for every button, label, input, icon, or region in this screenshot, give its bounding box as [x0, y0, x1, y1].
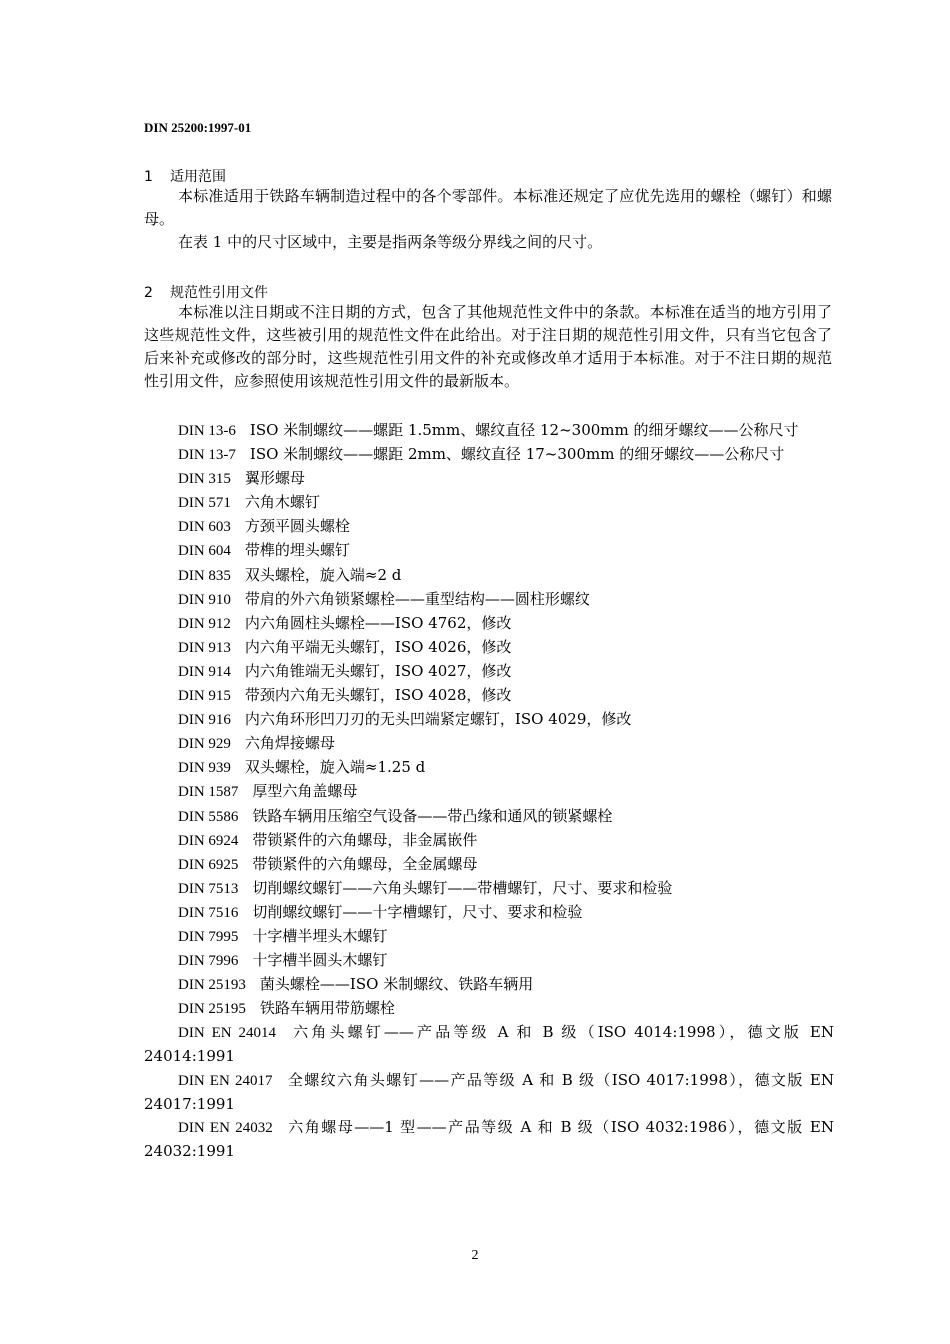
- reference-item: [144, 973, 834, 997]
- reference-title: 带颈内六角无头螺钉，ISO 4028，修改: [244, 686, 512, 705]
- reference-code: DIN 929: [178, 736, 231, 753]
- reference-item: [144, 901, 834, 925]
- reference-title: 十字槽半埋头木螺钉: [252, 926, 388, 945]
- reference-code: DIN 7995: [178, 928, 239, 945]
- reference-title: 双头螺栓，旋入端≈2 d: [244, 565, 402, 584]
- section-1-paragraph-2: 在表 1 中的尺寸区域中，主要是指两条等级分界线之间的尺寸。: [178, 233, 603, 251]
- reference-code: DIN 910: [178, 591, 231, 608]
- reference-title: 内六角平端无头螺钉，ISO 4026，修改: [244, 637, 512, 656]
- reference-code: DIN 1587: [178, 784, 239, 801]
- reference-item: [144, 1116, 834, 1163]
- reference-code: DIN 603: [178, 519, 231, 536]
- reference-item: [144, 805, 834, 829]
- reference-title: ISO 米制螺纹——螺距 2mm、螺纹直径 17~300mm 的细牙螺纹——公称尺寸: [249, 445, 785, 464]
- reference-item: [144, 1021, 834, 1068]
- reference-item: [144, 515, 834, 539]
- reference-item: [144, 539, 834, 563]
- reference-code: DIN 939: [178, 760, 231, 777]
- reference-item: [144, 997, 834, 1021]
- reference-item: [144, 780, 834, 804]
- reference-code: DIN 915: [178, 688, 231, 705]
- reference-item: [144, 564, 834, 588]
- reference-item: [144, 708, 834, 732]
- reference-code: DIN 913: [178, 639, 231, 656]
- reference-title: 内六角圆柱头螺栓——ISO 4762，修改: [244, 613, 512, 632]
- reference-title: 带锁紧件的六角螺母，全金属螺母: [252, 854, 478, 873]
- section-2-heading: [144, 282, 268, 302]
- reference-title: 带榫的埋头螺钉: [244, 541, 350, 560]
- reference-item: [144, 925, 834, 949]
- reference-item: [144, 1069, 834, 1116]
- reference-title: 切削螺纹螺钉——十字槽螺钉，尺寸、要求和检验: [252, 902, 583, 921]
- reference-item: [144, 684, 834, 708]
- reference-item: [144, 756, 834, 780]
- reference-code: DIN EN 24014: [178, 1025, 276, 1042]
- reference-title: 内六角锥端无头螺钉，ISO 4027，修改: [244, 661, 512, 680]
- reference-code: DIN 13-6: [178, 423, 236, 439]
- reference-title: 全螺纹六角头螺钉——产品等级 A 和 B 级（ISO 4017:1998），德文版 EN 24017:1991: [144, 1070, 835, 1113]
- reference-code: DIN 571: [178, 495, 231, 512]
- reference-code: DIN 916: [178, 712, 231, 729]
- reference-item: [144, 491, 834, 515]
- section-2-number: 2: [144, 285, 153, 301]
- reference-item: [144, 877, 834, 901]
- reference-item: [144, 588, 834, 612]
- reference-title: ISO 米制螺纹——螺距 1.5mm、螺纹直径 12~300mm 的细牙螺纹——公称尺寸: [249, 421, 799, 439]
- reference-title: 双头螺栓，旋入端≈1.25 d: [244, 758, 426, 777]
- reference-code: DIN 25193: [178, 977, 246, 994]
- reference-title: 内六角环形凹刀刃的无头凹端紧定螺钉，ISO 4029，修改: [244, 710, 632, 729]
- reference-item: [144, 612, 834, 636]
- reference-code: DIN 315: [178, 471, 231, 488]
- reference-code: DIN 7516: [178, 904, 239, 921]
- section-2-title: 规范性引用文件: [170, 285, 268, 301]
- reference-code: DIN EN 24017: [178, 1072, 273, 1089]
- document-id: DIN 25200:1997-01: [144, 120, 252, 135]
- reference-item: [144, 660, 834, 684]
- reference-code: DIN 7513: [178, 880, 239, 897]
- reference-code: DIN EN 24032: [178, 1119, 273, 1136]
- section-2-paragraph: 本标准以注日期或不注日期的方式，包含了其他规范性文件中的条款。本标准在适当的地方引用了这些规范性文件，这些被引用的规范性文件在此给出。对于注日期的规范性引用文件，只有当它包含了后来补充或修改的部分时，这些规范性引用文件的补充或修改单才适用于本标准。对于不注日期的规范性引用文件，应参照使用该规范性引用文件的最新版本。: [144, 303, 832, 390]
- reference-title: 翼形螺母: [244, 469, 305, 488]
- reference-code: DIN 6925: [178, 856, 239, 873]
- reference-code: DIN 914: [178, 663, 231, 680]
- reference-title: 十字槽半圆头木螺钉: [252, 951, 388, 970]
- reference-code: DIN 25195: [178, 1001, 246, 1018]
- reference-item: [144, 467, 834, 491]
- reference-item: [144, 853, 834, 877]
- reference-title: 带锁紧件的六角螺母，非金属嵌件: [252, 830, 478, 849]
- reference-code: DIN 835: [178, 567, 231, 584]
- reference-title: 方颈平圆头螺栓: [244, 517, 350, 536]
- section-1-heading: [144, 166, 226, 186]
- reference-code: DIN 5586: [178, 808, 239, 825]
- reference-item: [144, 732, 834, 756]
- reference-item: [144, 829, 834, 853]
- reference-title: 切削螺纹螺钉——六角头螺钉——带槽螺钉，尺寸、要求和检验: [252, 878, 673, 897]
- section-1-title: 适用范围: [170, 169, 226, 185]
- reference-title: 铁路车辆用带筋螺栓: [259, 999, 395, 1018]
- reference-item: [144, 419, 834, 443]
- reference-code: DIN 13-7: [178, 447, 236, 464]
- reference-code: DIN 912: [178, 615, 231, 632]
- reference-title: 带肩的外六角锁紧螺栓——重型结构——圆柱形螺纹: [244, 589, 590, 608]
- reference-title: 六角头螺钉——产品等级 A 和 B 级（ISO 4014:1998），德文版 EN 24014:1991: [144, 1023, 835, 1066]
- reference-title: 菌头螺栓——ISO 米制螺纹、铁路车辆用: [259, 975, 534, 994]
- reference-title: 厚型六角盖螺母: [252, 782, 358, 801]
- reference-code: DIN 604: [178, 543, 231, 560]
- reference-title: 六角木螺钉: [244, 493, 320, 512]
- reference-title: 六角焊接螺母: [244, 734, 335, 753]
- reference-title: 六角螺母——1 型——产品等级 A 和 B 级（ISO 4032:1986），德文版 EN 24032:1991: [144, 1117, 834, 1160]
- reference-item: [144, 443, 834, 467]
- page-number: 2: [471, 1248, 479, 1263]
- reference-code: DIN 7996: [178, 953, 239, 970]
- reference-title: 铁路车辆用压缩空气设备——带凸缘和通风的锁紧螺栓: [252, 806, 613, 825]
- reference-item: [144, 636, 834, 660]
- section-1-number: 1: [144, 169, 153, 185]
- reference-list: [144, 419, 834, 1163]
- reference-item: [144, 949, 834, 973]
- reference-code: DIN 6924: [178, 832, 239, 849]
- section-1-paragraph-1: 本标准适用于铁路车辆制造过程中的各个零部件。本标准还规定了应优先选用的螺栓（螺钉）和螺母。: [144, 187, 832, 228]
